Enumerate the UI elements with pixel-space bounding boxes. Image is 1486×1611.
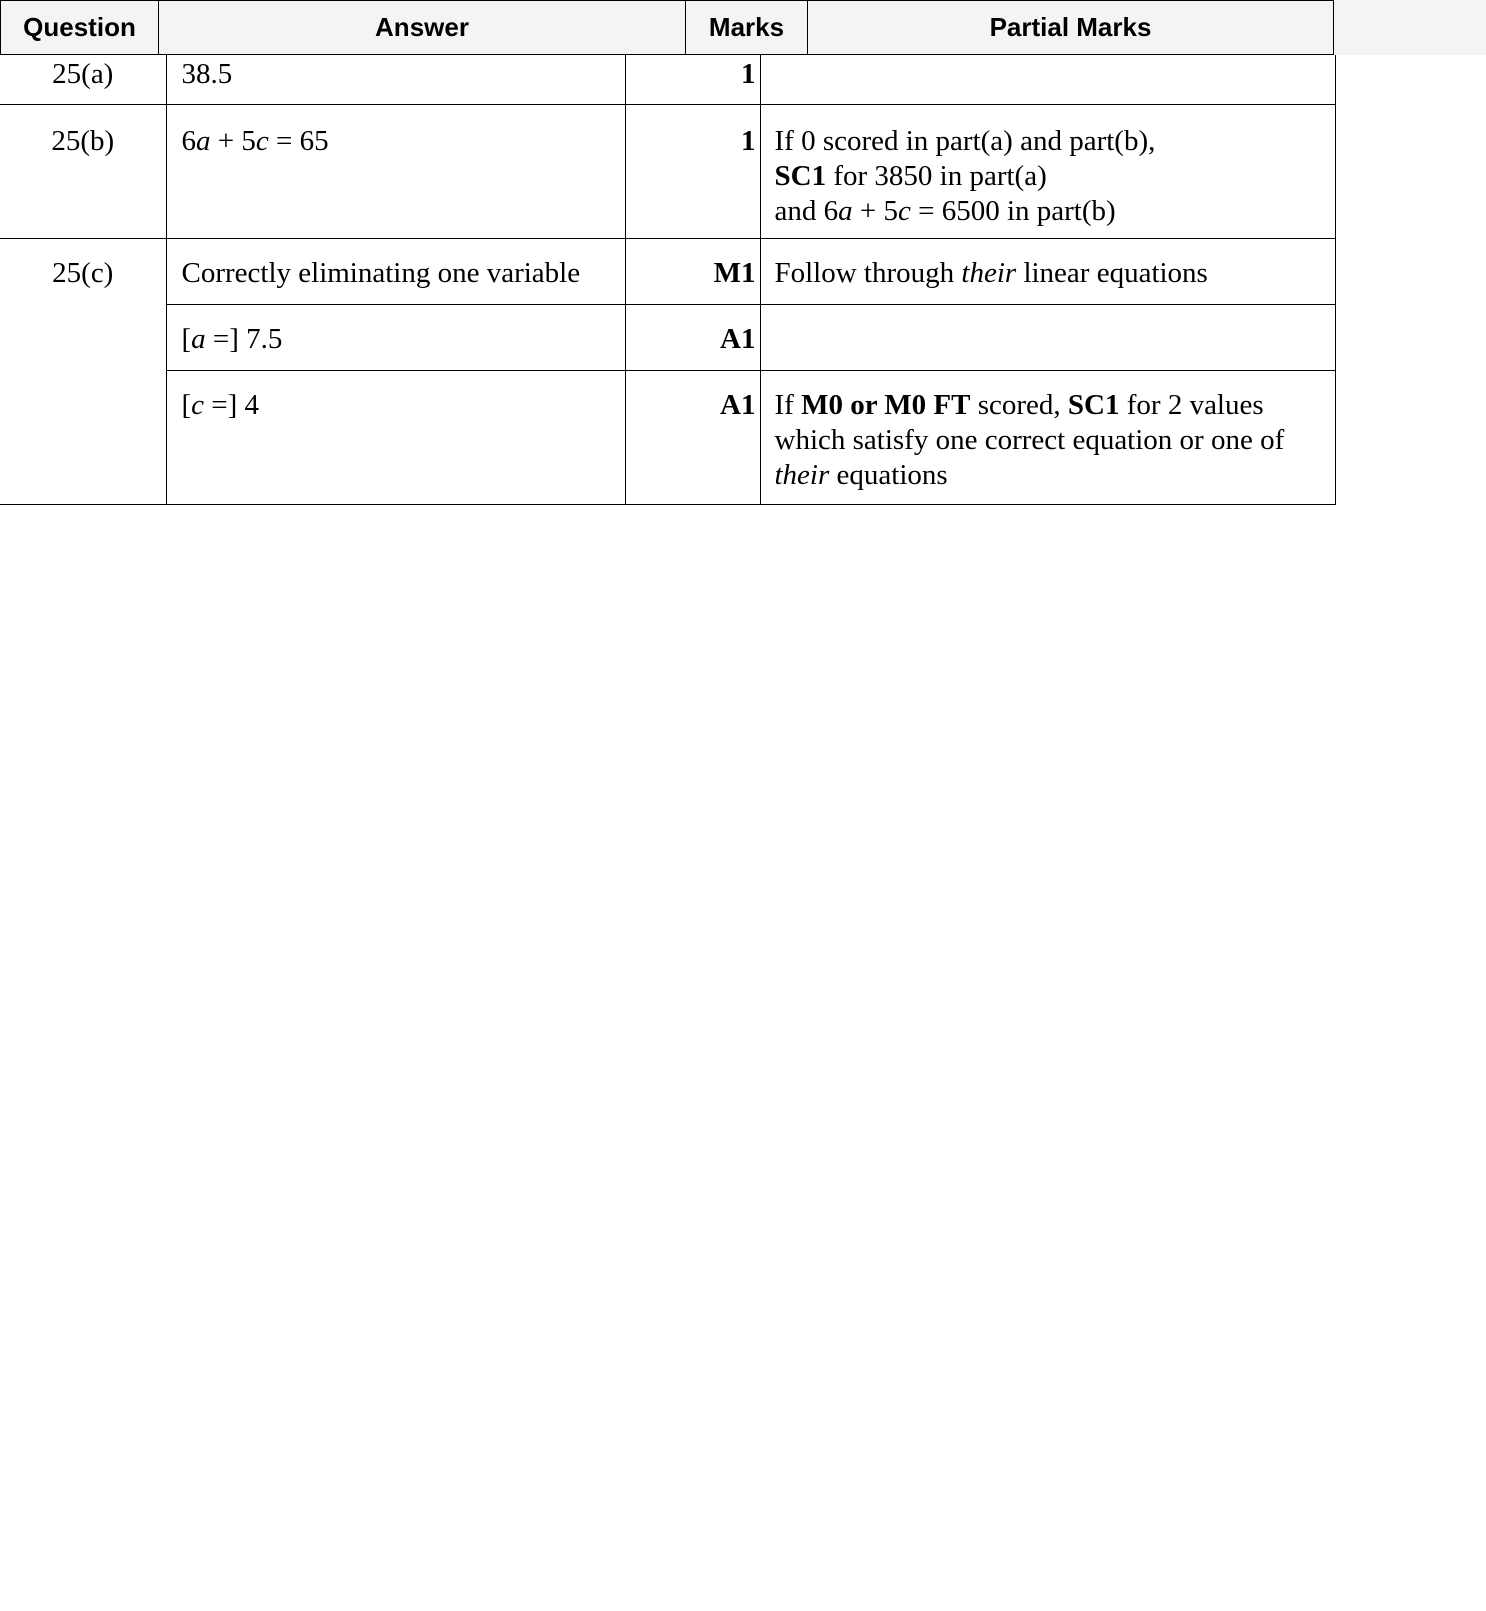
mark-scheme-table	[0, 55, 1372, 505]
table-row	[0, 370, 1372, 504]
question-cell: 25(b)	[0, 104, 166, 238]
spacer	[1335, 370, 1372, 504]
marks-cell: 1	[625, 104, 760, 238]
partial-line: and 6a + 5c = 6500 in part(b)	[774, 194, 1116, 227]
header-marks: Marks	[685, 0, 808, 55]
header-partial-marks: Partial Marks	[807, 0, 1334, 55]
partial-line: If 0 scored in part(a) and part(b),	[774, 124, 1156, 157]
spacer	[1335, 238, 1372, 304]
answer-cell: Correctly eliminating one variable	[166, 238, 625, 304]
header-answer: Answer	[158, 0, 686, 55]
answer-cell: 6a + 5c = 65	[166, 104, 625, 238]
partial-marks-cell	[760, 304, 1335, 370]
table-row	[0, 104, 1372, 238]
marks-cell: 1	[625, 55, 760, 104]
marks-cell: M1	[625, 238, 760, 304]
header-question: Question	[0, 0, 159, 55]
answer-cell: [a =] 7.5	[166, 304, 625, 370]
answer-cell: 38.5	[166, 55, 625, 104]
partial-marks-cell	[760, 104, 1335, 238]
partial-line: SC1 for 3850 in part(a)	[774, 159, 1047, 192]
question-cell: 25(c)	[0, 238, 166, 504]
table-row	[0, 304, 1372, 370]
answer-cell: [c =] 4	[166, 370, 625, 504]
spacer	[1335, 104, 1372, 238]
table-row	[0, 55, 1372, 104]
question-cell: 25(a)	[0, 55, 166, 104]
marks-cell: A1	[625, 370, 760, 504]
partial-marks-cell	[760, 55, 1335, 104]
spacer	[1335, 55, 1372, 104]
marks-cell: A1	[625, 304, 760, 370]
partial-marks-cell: If M0 or M0 FT scored, SC1 for 2 values which satisfy one correct equation or one of their equations	[760, 370, 1335, 504]
partial-marks-cell: Follow through their linear equations	[760, 238, 1335, 304]
table-row	[0, 238, 1372, 304]
spacer	[1335, 304, 1372, 370]
